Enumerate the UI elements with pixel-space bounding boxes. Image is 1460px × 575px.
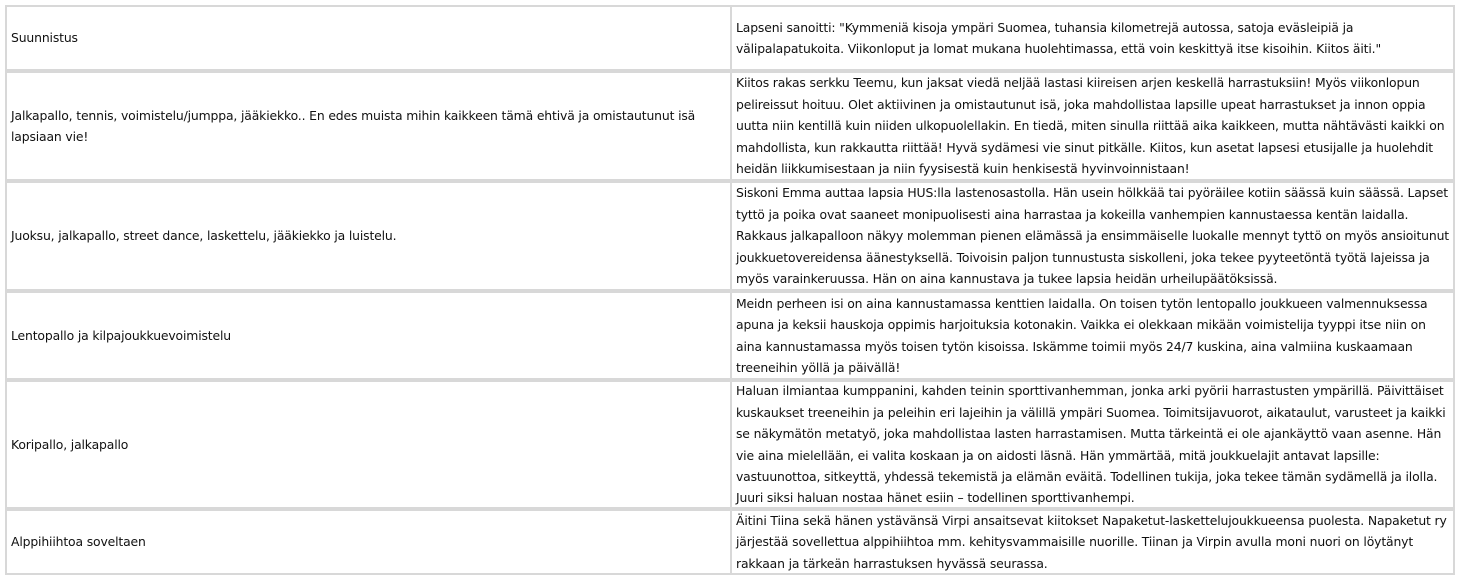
sport-cell	[7, 73, 730, 179]
table-row	[7, 293, 1453, 378]
sport-cell	[7, 7, 730, 69]
story-text: Kiitos rakas serkku Teemu, kun jaksat viedä neljää lastasi kiireisen arjen keskellä harrastuksiin! Myös viikonlopun pelireissut hoituu. Olet aktiivinen ja omistautunut isä, joka mahdollistaa lapsille upeat harrastukset ja innon oppia uutta niin kentillä kuin niiden ulkopuolellakin. En tiedä, miten sinulla riittää aika kaikkeen, mutta nähtävästi kaikki on mahdollista, kun rakkautta riittää! Hyvä sydämesi vie sinut pitkälle. Kiitos, kun asetat lapsesi etusijalle ja huolehdit heidän liikkumisestaan ja niin fyysisestä kuin henkisestä hyvinvoinnistaan!	[736, 75, 1445, 177]
nominations-table	[5, 5, 1455, 575]
story-text: Lapseni sanoitti: "Kymmeniä kisoja ympäri Suomea, tuhansia kilometrejä autossa, satoja eväsleipiä ja välipalapatukoita. Viikonloput ja lomat mukana huolehtimassa, että voin keskittyä itse kisoihin. Kiitos äiti."	[736, 19, 1382, 56]
story-cell	[732, 511, 1453, 573]
sport-cell	[7, 382, 730, 507]
story-text: Äitini Tiina sekä hänen ystävänsä Virpi ansaitsevat kiitokset Napaketut-laskettelujoukkueensa puolesta. Napaketut ry järjestää sovellettua alppihiihtoa mm. kehitysvammaisille nuorille. Tiinan ja Virpin avulla moni nuori on löytänyt rakkaan ja tärkeän harrastuksen hyvässä seurassa.	[736, 512, 1447, 571]
table-row	[7, 7, 1453, 69]
story-text: Siskoni Emma auttaa lapsia HUS:lla lastenosastolla. Hän usein hölkkää tai pyöräilee kotiin säässä kuin säässä. Lapset tyttö ja poika ovat saaneet monipuolisesti aina harrastaa ja kokeilla vanhempien kannustaessa kentän laidalla. Rakkaus jalkapalloon näkyy molemman pienen elämässä ja ensimmäiselle luokalle mennyt tyttö on myös ansioitunut joukkuetovereidensa äänestyksellä. Toivoisin paljon tunnustusta siskolleni, joka tekee pyyteetöntä työtä lajeissa ja myös varainkeruussa. Hän on aina kannustava ja tukee lapsia heidän urheilupäätöksissä.	[736, 185, 1449, 287]
story-text: Meidn perheen isi on aina kannustamassa kenttien laidalla. On toisen tytön lentopallo joukkueen valmennuksessa apuna ja keksii hauskoja oppimis harjoituksia kotonakin. Vaikka ei olekkaan mikään voimistelija tyyppi itse niin on aina kannustamassa myös toisen tytön kisoissa. Iskämme toimii myös 24/7 kuskina, aina valmiina kuskaamaan treeneihin yöllä ja päivällä!	[736, 295, 1428, 375]
sport-text: Suunnistus	[11, 30, 78, 46]
story-cell	[732, 293, 1453, 378]
sport-text: Lentopallo ja kilpajoukkuevoimistelu	[11, 327, 231, 343]
story-cell	[732, 73, 1453, 179]
sport-cell	[7, 293, 730, 378]
sport-cell	[7, 183, 730, 289]
sport-text: Jalkapallo, tennis, voimistelu/jumppa, jääkiekko.. En edes muista mihin kaikkeen tämä ehtivä ja omistautunut isä lapsiaan vie!	[11, 107, 696, 144]
story-text: Haluan ilmiantaa kumppanini, kahden teinin sporttivanhemman, jonka arki pyörii harrastusten ympärillä. Päivittäiset kuskaukset treeneihin ja peleihin eri lajeihin ja välillä ympäri Suomea. Toimitsijavuorot, aikataulut, varusteet ja kaikki se näkymätön metatyö, joka mahdollistaa lasten harrastamisen. Mutta tärkeintä ei ole ajankäyttö vaan asenne. Hän vie aina mielellään, ei valita koskaan ja on aidosti läsnä. Hän ymmärtää, mitä joukkuelajit antavat lapsille: vastuunottoa, sitkeyttä, yhdessä tekemistä ja elämän eväitä. Todellinen tukija, joka tekee tämän sydämellä ja ilolla. Juuri siksi haluan nostaa hänet esiin – todellinen sporttivanhempi.	[736, 383, 1446, 506]
sport-text: Koripallo, jalkapallo	[11, 436, 129, 452]
table-row	[7, 73, 1453, 179]
story-cell	[732, 382, 1453, 507]
sport-text: Juoksu, jalkapallo, street dance, laskettelu, jääkiekko ja luistelu.	[11, 228, 397, 244]
sport-cell	[7, 511, 730, 573]
story-cell	[732, 183, 1453, 289]
sport-text: Alppihiihtoa soveltaen	[11, 534, 146, 550]
story-cell	[732, 7, 1453, 69]
table-row	[7, 183, 1453, 289]
table-row	[7, 511, 1453, 573]
table-row	[7, 382, 1453, 507]
